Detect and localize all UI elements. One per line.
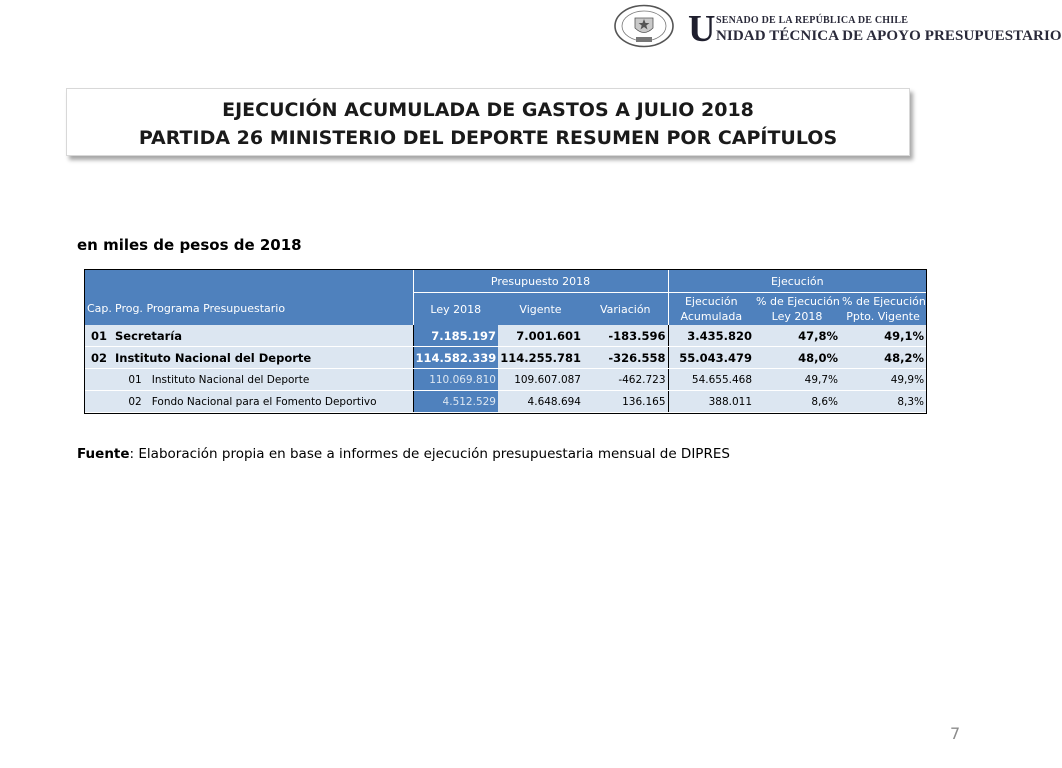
- header-pct-ley: [754, 293, 840, 326]
- cell-ejecucion: 3.435.820: [668, 325, 754, 347]
- units-subtitle: en miles de pesos de 2018: [77, 236, 302, 254]
- cell-pct-ley: 8,6%: [754, 391, 840, 413]
- cell-variacion: -462.723: [583, 369, 668, 391]
- header-ejec-acum-line2: Acumulada: [680, 310, 743, 323]
- source-note: [77, 446, 730, 462]
- cell-ejecucion: 54.655.468: [668, 369, 754, 391]
- source-text: : Elaboración propia en base a informes de ejecución presupuestaria mensual de DIPRES: [129, 446, 730, 462]
- title-line-2: PARTIDA 26 MINISTERIO DEL DEPORTE RESUMEN POR CAPÍTULOS: [138, 127, 838, 149]
- header-pct-ley-line1: % de Ejecución: [756, 295, 840, 308]
- brand-senate-line: SENADO DE LA REPÚBLICA DE CHILE: [716, 15, 909, 26]
- cell-prog: 02: [128, 395, 142, 408]
- cell-variacion: -183.596: [583, 325, 668, 347]
- cell-cap: 02: [85, 347, 113, 369]
- cell-pct-vigente: 49,1%: [840, 325, 926, 347]
- cell-ejecucion: 388.011: [668, 391, 754, 413]
- brand-initial: U: [688, 8, 716, 50]
- cell-vigente: 4.648.694: [498, 391, 583, 413]
- table-header-row: [85, 293, 926, 326]
- table-row: [85, 391, 926, 413]
- table-row: [85, 369, 926, 391]
- cell-ley: 110.069.810: [413, 369, 498, 391]
- header-vigente: Vigente: [498, 293, 583, 326]
- cell-variacion: -326.558: [583, 347, 668, 369]
- header-ley: Ley 2018: [413, 293, 498, 326]
- cell-cap: [85, 369, 113, 391]
- header-programa: Programa Presupuestario: [146, 302, 286, 316]
- cell-prog-programa: [113, 391, 413, 413]
- utap-logo: [688, 8, 1062, 50]
- cell-prog-programa: [113, 369, 413, 391]
- cell-variacion: 136.165: [583, 391, 668, 413]
- table-header-group-row: [85, 270, 926, 293]
- header-ejecucion-group: Ejecución: [668, 270, 926, 293]
- cell-programa: Instituto Nacional del Deporte: [113, 347, 413, 369]
- header-cap: Cap.: [85, 293, 113, 326]
- table-row: [85, 325, 926, 347]
- cell-ejecucion: 55.043.479: [668, 347, 754, 369]
- source-label: Fuente: [77, 446, 130, 462]
- header-programa-spacer: [113, 270, 413, 293]
- cell-cap: 01: [85, 325, 113, 347]
- table-row: [85, 347, 926, 369]
- senate-seal-logo: [613, 4, 675, 48]
- header-presupuesto-group: Presupuesto 2018: [413, 270, 668, 293]
- cell-ley: 7.185.197: [413, 325, 498, 347]
- cell-programa: Secretaría: [113, 325, 413, 347]
- cell-pct-ley: 48,0%: [754, 347, 840, 369]
- header-ejecucion-acumulada: [668, 293, 754, 326]
- cell-prog: 01: [128, 373, 142, 386]
- header-ejec-acum-line1: Ejecución: [684, 295, 738, 308]
- page-number: 7: [950, 724, 961, 743]
- cell-cap: [85, 391, 113, 413]
- header-pct-vig-line2: Ppto. Vigente: [846, 310, 920, 323]
- cell-programa: Instituto Nacional del Deporte: [151, 373, 310, 386]
- cell-pct-ley: 47,8%: [754, 325, 840, 347]
- cell-pct-vigente: 8,3%: [840, 391, 926, 413]
- header-pct-ley-line2: Ley 2018: [771, 310, 823, 323]
- cell-programa: Fondo Nacional para el Fomento Deportivo: [151, 395, 377, 408]
- cell-vigente: 109.607.087: [498, 369, 583, 391]
- brand-unit-line: NIDAD TÉCNICA DE APOYO PRESUPUESTARIO: [716, 28, 1062, 44]
- cell-vigente: 7.001.601: [498, 325, 583, 347]
- header-prog: Prog.: [115, 302, 143, 316]
- cell-ley: 4.512.529: [413, 391, 498, 413]
- title-box: [66, 88, 910, 156]
- cell-vigente: 114.255.781: [498, 347, 583, 369]
- title-line-1: EJECUCIÓN ACUMULADA DE GASTOS A JULIO 2018: [222, 99, 754, 121]
- cell-pct-ley: 49,7%: [754, 369, 840, 391]
- header-cap-spacer: [85, 270, 113, 293]
- header-pct-vig-line1: % de Ejecución: [842, 295, 926, 308]
- cell-ley: 114.582.339: [413, 347, 498, 369]
- header-variacion: Variación: [583, 293, 668, 326]
- header-prog-programa: [113, 293, 413, 326]
- cell-pct-vigente: 49,9%: [840, 369, 926, 391]
- cell-pct-vigente: 48,2%: [840, 347, 926, 369]
- header-pct-vigente: [840, 293, 926, 326]
- budget-table: [85, 270, 926, 413]
